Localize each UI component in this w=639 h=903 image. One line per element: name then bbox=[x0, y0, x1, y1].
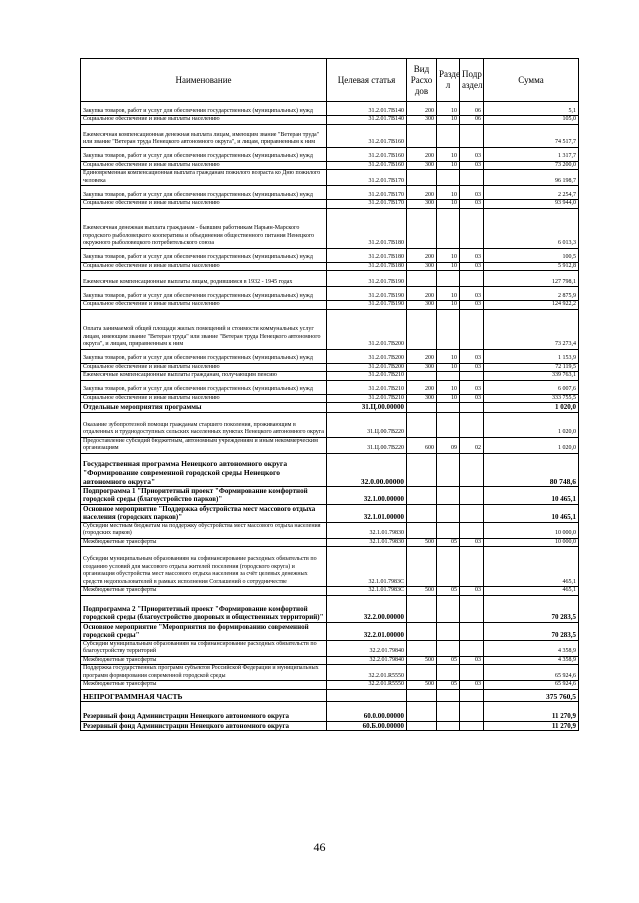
row-razdel: 10 bbox=[437, 262, 460, 271]
row-podrazdel bbox=[460, 547, 484, 587]
row-razdel bbox=[437, 504, 460, 522]
row-name: Закупка товаров, работ и услуг для обеспечения государственных (муниципальных) нужд bbox=[81, 147, 327, 161]
row-vid bbox=[407, 372, 437, 381]
row-sum: 80 748,6 bbox=[484, 453, 579, 486]
row-target-code: 31.2.01.7В190 bbox=[327, 271, 407, 287]
row-vid bbox=[407, 504, 437, 522]
row-vid: 500 bbox=[407, 587, 437, 596]
row-vid bbox=[407, 170, 437, 186]
row-vid: 200 bbox=[407, 186, 437, 200]
row-name: Резервный фонд Администрации Ненецкого автономного округа bbox=[81, 701, 327, 721]
row-vid bbox=[407, 486, 437, 504]
row-razdel bbox=[437, 622, 460, 640]
row-name: Оплата занимаемой общей площади жилых помещений и стоимости коммунальных услуг лицам, имеющим звание "Ветеран труда" или звание "Ветеран труда Ненецкого автономного округа", и лицам, приравненным к ним bbox=[81, 309, 327, 349]
row-vid: 500 bbox=[407, 538, 437, 547]
table-row bbox=[81, 309, 579, 349]
row-target-code: 32.2.01.R5550 bbox=[327, 681, 407, 690]
row-target-code: 31.2.01.7В180 bbox=[327, 208, 407, 248]
row-razdel bbox=[437, 595, 460, 622]
table-row bbox=[81, 394, 579, 403]
row-target-code: 31.2.01.7В170 bbox=[327, 186, 407, 200]
row-podrazdel: 03 bbox=[460, 161, 484, 170]
row-razdel: 10 bbox=[437, 200, 460, 209]
row-sum: 11 270,9 bbox=[484, 721, 579, 731]
row-podrazdel bbox=[460, 271, 484, 287]
table-row bbox=[81, 301, 579, 310]
row-podrazdel: 06 bbox=[460, 102, 484, 116]
row-vid: 200 bbox=[407, 287, 437, 301]
row-razdel: 10 bbox=[437, 287, 460, 301]
table-row bbox=[81, 622, 579, 640]
table-row bbox=[81, 161, 579, 170]
row-sum: 124 922,2 bbox=[484, 301, 579, 310]
row-target-code: 32.2.00.00000 bbox=[327, 595, 407, 622]
row-podrazdel bbox=[460, 412, 484, 437]
row-target-code: 31.2.01.7В180 bbox=[327, 248, 407, 262]
table-header-row bbox=[81, 59, 579, 102]
row-podrazdel bbox=[460, 689, 484, 701]
row-sum: 70 283,5 bbox=[484, 595, 579, 622]
row-target-code: 32.1.01.00000 bbox=[327, 504, 407, 522]
row-podrazdel bbox=[460, 372, 484, 381]
page-number: 46 bbox=[313, 840, 326, 854]
row-target-code: 32.2.01.00000 bbox=[327, 622, 407, 640]
row-podrazdel: 03 bbox=[460, 301, 484, 310]
row-name: Отдельные мероприятия программы bbox=[81, 403, 327, 413]
row-name: Социальное обеспечение и иные выплаты населению bbox=[81, 262, 327, 271]
row-sum: 1 020,0 bbox=[484, 437, 579, 453]
table-row bbox=[81, 147, 579, 161]
row-vid bbox=[407, 622, 437, 640]
row-sum: 74 517,7 bbox=[484, 124, 579, 147]
row-vid bbox=[407, 689, 437, 701]
row-razdel: 10 bbox=[437, 380, 460, 394]
row-sum: 10 000,0 bbox=[484, 538, 579, 547]
budget-table-page bbox=[80, 58, 578, 731]
row-vid bbox=[407, 547, 437, 587]
row-name: Основное мероприятие "Мероприятия по формированию современной городской среды" bbox=[81, 622, 327, 640]
row-podrazdel bbox=[460, 403, 484, 413]
row-razdel bbox=[437, 486, 460, 504]
table-row bbox=[81, 681, 579, 690]
row-razdel: 05 bbox=[437, 656, 460, 665]
row-target-code: 60.Б.00.00000 bbox=[327, 721, 407, 731]
row-vid bbox=[407, 208, 437, 248]
row-target-code: 32.2.01.79840 bbox=[327, 640, 407, 656]
row-name: Закупка товаров, работ и услуг для обеспечения государственных (муниципальных) нужд bbox=[81, 248, 327, 262]
row-name: Социальное обеспечение и иные выплаты населению bbox=[81, 394, 327, 403]
row-razdel bbox=[437, 640, 460, 656]
row-sum: 10 465,1 bbox=[484, 486, 579, 504]
col-header-name: Наименование bbox=[81, 59, 327, 102]
table-row bbox=[81, 453, 579, 486]
row-sum: 73 273,4 bbox=[484, 309, 579, 349]
row-podrazdel: 03 bbox=[460, 380, 484, 394]
row-sum: 465,1 bbox=[484, 587, 579, 596]
row-name: Ежемесячные компенсационные выплаты гражданам, получающим пенсию bbox=[81, 372, 327, 381]
row-vid bbox=[407, 721, 437, 731]
row-target-code: 31.2.01.7В210 bbox=[327, 372, 407, 381]
row-vid: 300 bbox=[407, 116, 437, 125]
row-target-code bbox=[327, 689, 407, 701]
row-sum: 1 317,7 bbox=[484, 147, 579, 161]
row-sum: 65 924,6 bbox=[484, 665, 579, 681]
row-name: Социальное обеспечение и иные выплаты населению bbox=[81, 116, 327, 125]
table-row bbox=[81, 547, 579, 587]
row-vid bbox=[407, 403, 437, 413]
row-sum: 339 763,1 bbox=[484, 372, 579, 381]
row-podrazdel bbox=[460, 622, 484, 640]
row-razdel bbox=[437, 208, 460, 248]
table-row bbox=[81, 522, 579, 538]
row-podrazdel bbox=[460, 486, 484, 504]
row-podrazdel: 03 bbox=[460, 394, 484, 403]
row-sum: 333 755,5 bbox=[484, 394, 579, 403]
row-vid: 200 bbox=[407, 102, 437, 116]
row-razdel bbox=[437, 689, 460, 701]
row-target-code: 31.2.01.7В190 bbox=[327, 301, 407, 310]
row-target-code: 32.2.01.R5550 bbox=[327, 665, 407, 681]
row-target-code: 31.2.01.7В210 bbox=[327, 394, 407, 403]
row-razdel: 10 bbox=[437, 102, 460, 116]
row-podrazdel: 03 bbox=[460, 248, 484, 262]
row-sum: 1 020,0 bbox=[484, 403, 579, 413]
row-name: Государственная программа Ненецкого автономного округа "Формирование современной городской среды Ненецкого автономного округа" bbox=[81, 453, 327, 486]
table-row bbox=[81, 380, 579, 394]
row-target-code: 31.Ц.00.00000 bbox=[327, 403, 407, 413]
row-name: Социальное обеспечение и иные выплаты населению bbox=[81, 363, 327, 372]
table-body bbox=[81, 102, 579, 731]
table-row bbox=[81, 208, 579, 248]
row-razdel: 10 bbox=[437, 147, 460, 161]
row-sum: 73 200,0 bbox=[484, 161, 579, 170]
row-target-code: 31.2.01.7В160 bbox=[327, 147, 407, 161]
col-header-vid: Вид Расхо дов bbox=[407, 59, 437, 102]
row-sum: 4 358,9 bbox=[484, 640, 579, 656]
row-razdel: 10 bbox=[437, 349, 460, 363]
row-sum: 2 875,9 bbox=[484, 287, 579, 301]
row-podrazdel: 03 bbox=[460, 681, 484, 690]
table-row bbox=[81, 587, 579, 596]
row-vid: 300 bbox=[407, 262, 437, 271]
row-podrazdel: 03 bbox=[460, 363, 484, 372]
table-row bbox=[81, 248, 579, 262]
row-name: Закупка товаров, работ и услуг для обеспечения государственных (муниципальных) нужд bbox=[81, 349, 327, 363]
row-sum: 72 119,5 bbox=[484, 363, 579, 372]
row-sum: 10 000,0 bbox=[484, 522, 579, 538]
row-name: Ежемесячная денежная выплата гражданам - бывшим работникам Нарьян-Марского городского рыболовецкого кооператива и объединения общественного питания Ненецкого окружного рыболовецкого потребительского союза bbox=[81, 208, 327, 248]
row-target-code: 31.2.01.7В140 bbox=[327, 102, 407, 116]
row-vid bbox=[407, 640, 437, 656]
row-sum: 6 013,3 bbox=[484, 208, 579, 248]
row-podrazdel: 03 bbox=[460, 656, 484, 665]
row-razdel: 05 bbox=[437, 538, 460, 547]
row-target-code: 32.1.00.00000 bbox=[327, 486, 407, 504]
row-podrazdel bbox=[460, 124, 484, 147]
row-vid: 200 bbox=[407, 380, 437, 394]
table-row bbox=[81, 200, 579, 209]
row-name: Предоставление субсидий бюджетным, автономным учреждениям и иным некоммерческим организациям bbox=[81, 437, 327, 453]
row-name: Закупка товаров, работ и услуг для обеспечения государственных (муниципальных) нужд bbox=[81, 287, 327, 301]
row-podrazdel bbox=[460, 522, 484, 538]
row-sum: 4 358,9 bbox=[484, 656, 579, 665]
row-name: Резервный фонд Администрации Ненецкого автономного округа bbox=[81, 721, 327, 731]
row-razdel: 05 bbox=[437, 681, 460, 690]
row-vid: 200 bbox=[407, 147, 437, 161]
row-podrazdel: 03 bbox=[460, 287, 484, 301]
row-podrazdel: 03 bbox=[460, 200, 484, 209]
row-sum: 70 283,5 bbox=[484, 622, 579, 640]
col-header-summa: Сумма bbox=[484, 59, 579, 102]
row-razdel: 10 bbox=[437, 363, 460, 372]
row-podrazdel bbox=[460, 640, 484, 656]
row-vid: 500 bbox=[407, 681, 437, 690]
row-vid: 300 bbox=[407, 394, 437, 403]
row-podrazdel: 03 bbox=[460, 587, 484, 596]
row-podrazdel: 02 bbox=[460, 437, 484, 453]
row-podrazdel: 03 bbox=[460, 538, 484, 547]
row-sum: 11 270,9 bbox=[484, 701, 579, 721]
row-razdel bbox=[437, 124, 460, 147]
row-podrazdel bbox=[460, 208, 484, 248]
row-razdel: 10 bbox=[437, 394, 460, 403]
row-name: Субсидии муниципальным образованиям на софинансирование расходных обязательств по созданию условий для массового отдыха жителей поселения (городского округа) и организация обустройства мест массового отдыха населения за счёт целевых денежных средств недопользователей в рамках исполнения Соглашений о сотрудничестве bbox=[81, 547, 327, 587]
row-vid: 200 bbox=[407, 248, 437, 262]
row-vid: 300 bbox=[407, 161, 437, 170]
row-sum: 1 153,9 bbox=[484, 349, 579, 363]
row-vid bbox=[407, 701, 437, 721]
row-name: Субсидии муниципальным образованиям на софинансирование расходных обязательств по благоустройству территорий bbox=[81, 640, 327, 656]
row-sum: 93 944,0 bbox=[484, 200, 579, 209]
row-name: Подпрограмма 2 "Приоритетный проект "Формирование комфортной городской среды (благоустройство дворовых и общественных территорий)" bbox=[81, 595, 327, 622]
row-name: Социальное обеспечение и иные выплаты населению bbox=[81, 301, 327, 310]
row-target-code: 31.Ц.00.7В220 bbox=[327, 412, 407, 437]
table-row bbox=[81, 116, 579, 125]
row-name: Межбюджетные трансферты bbox=[81, 538, 327, 547]
row-target-code: 31.2.01.7В160 bbox=[327, 124, 407, 147]
row-target-code: 32.1.01.79830 bbox=[327, 538, 407, 547]
row-vid bbox=[407, 271, 437, 287]
table-row bbox=[81, 170, 579, 186]
table-row bbox=[81, 271, 579, 287]
row-target-code: 31.2.01.7В170 bbox=[327, 170, 407, 186]
table-row bbox=[81, 124, 579, 147]
row-razdel bbox=[437, 701, 460, 721]
row-podrazdel: 06 bbox=[460, 116, 484, 125]
row-name: Социальное обеспечение и иные выплаты населению bbox=[81, 200, 327, 209]
row-name: Закупка товаров, работ и услуг для обеспечения государственных (муниципальных) нужд bbox=[81, 102, 327, 116]
row-name: Межбюджетные трансферты bbox=[81, 656, 327, 665]
table-row bbox=[81, 287, 579, 301]
row-podrazdel bbox=[460, 595, 484, 622]
row-target-code: 31.2.01.7В200 bbox=[327, 363, 407, 372]
row-podrazdel: 03 bbox=[460, 147, 484, 161]
row-razdel bbox=[437, 522, 460, 538]
row-razdel: 10 bbox=[437, 116, 460, 125]
row-target-code: 31.2.01.7В140 bbox=[327, 116, 407, 125]
row-target-code: 31.2.01.7В210 bbox=[327, 380, 407, 394]
row-razdel bbox=[437, 372, 460, 381]
row-vid: 200 bbox=[407, 349, 437, 363]
row-target-code: 32.1.01.79830 bbox=[327, 522, 407, 538]
table-row bbox=[81, 701, 579, 721]
row-target-code: 31.Ц.00.7В220 bbox=[327, 437, 407, 453]
row-target-code: 31.2.01.7В200 bbox=[327, 349, 407, 363]
row-name: Ежемесячная компенсационная денежная выплата лицам, имеющим звание "Ветеран труда" или звание "Ветеран труда Ненецкого автономного округа", и лицам, приравненным к ним bbox=[81, 124, 327, 147]
row-podrazdel bbox=[460, 309, 484, 349]
row-vid bbox=[407, 412, 437, 437]
row-podrazdel: 03 bbox=[460, 186, 484, 200]
row-sum: 5,1 bbox=[484, 102, 579, 116]
row-vid bbox=[407, 522, 437, 538]
row-sum: 2 254,7 bbox=[484, 186, 579, 200]
table-row bbox=[81, 412, 579, 437]
row-vid: 300 bbox=[407, 200, 437, 209]
row-podrazdel: 03 bbox=[460, 262, 484, 271]
row-razdel bbox=[437, 665, 460, 681]
row-podrazdel bbox=[460, 453, 484, 486]
row-podrazdel bbox=[460, 701, 484, 721]
col-header-razdel: Разде л bbox=[437, 59, 460, 102]
row-name: Основное мероприятие "Поддержка обустройства мест массового отдыха населения (городских парков)" bbox=[81, 504, 327, 522]
row-vid: 500 bbox=[407, 656, 437, 665]
row-sum: 465,1 bbox=[484, 547, 579, 587]
row-target-code: 31.2.01.7В180 bbox=[327, 262, 407, 271]
row-name: Социальное обеспечение и иные выплаты населению bbox=[81, 161, 327, 170]
row-razdel bbox=[437, 170, 460, 186]
row-razdel: 10 bbox=[437, 301, 460, 310]
row-name: Субсидии местным бюджетам на поддержку обустройства мест массового отдыха населения (городских парков) bbox=[81, 522, 327, 538]
row-razdel bbox=[437, 412, 460, 437]
row-vid: 300 bbox=[407, 363, 437, 372]
row-name: Межбюджетные трансферты bbox=[81, 587, 327, 596]
row-razdel bbox=[437, 453, 460, 486]
row-name: Закупка товаров, работ и услуг для обеспечения государственных (муниципальных) нужд bbox=[81, 186, 327, 200]
row-razdel: 10 bbox=[437, 161, 460, 170]
table-row bbox=[81, 595, 579, 622]
table-row bbox=[81, 721, 579, 731]
row-podrazdel bbox=[460, 665, 484, 681]
table-row bbox=[81, 437, 579, 453]
row-name: Единовременная компенсационная выплата гражданам пожилого возраста ко Дню пожилого человека bbox=[81, 170, 327, 186]
row-name: Подпрограмма 1 "Приоритетный проект "Формирование комфортной городской среды (благоустройство парков)" bbox=[81, 486, 327, 504]
table-row bbox=[81, 640, 579, 656]
row-podrazdel bbox=[460, 170, 484, 186]
row-name: Оказание зубопротезной помощи гражданам старшего поколения, проживающим в отдаленных и труднодоступных сельских населенных пунктах Ненецкого автономного округа bbox=[81, 412, 327, 437]
table-row bbox=[81, 665, 579, 681]
row-vid: 600 bbox=[407, 437, 437, 453]
row-sum: 127 798,1 bbox=[484, 271, 579, 287]
table-row bbox=[81, 538, 579, 547]
row-razdel bbox=[437, 271, 460, 287]
row-target-code: 31.2.01.7В190 bbox=[327, 287, 407, 301]
row-sum: 100,5 bbox=[484, 248, 579, 262]
row-podrazdel bbox=[460, 504, 484, 522]
row-sum: 6 007,6 bbox=[484, 380, 579, 394]
row-sum: 105,0 bbox=[484, 116, 579, 125]
table-row bbox=[81, 102, 579, 116]
row-name: Ежемесячные компенсационные выплаты лицам, родившимся в 1932 - 1945 годах bbox=[81, 271, 327, 287]
row-vid bbox=[407, 309, 437, 349]
table-row bbox=[81, 486, 579, 504]
col-header-podrazdel: Подр аздел bbox=[460, 59, 484, 102]
table-row bbox=[81, 656, 579, 665]
row-vid bbox=[407, 595, 437, 622]
row-podrazdel bbox=[460, 721, 484, 731]
row-podrazdel: 03 bbox=[460, 349, 484, 363]
table-row bbox=[81, 689, 579, 701]
row-target-code: 32.1.01.7983С bbox=[327, 547, 407, 587]
row-name: Поддержка государственных программ субъектов Российской Федерации и муниципальных программ формирования современной городской среды bbox=[81, 665, 327, 681]
row-name: НЕПРОГРАММНАЯ ЧАСТЬ bbox=[81, 689, 327, 701]
row-sum: 96 198,7 bbox=[484, 170, 579, 186]
row-razdel bbox=[437, 547, 460, 587]
row-target-code: 31.2.01.7В160 bbox=[327, 161, 407, 170]
table-row bbox=[81, 403, 579, 413]
row-vid bbox=[407, 124, 437, 147]
row-sum: 5 912,8 bbox=[484, 262, 579, 271]
row-vid bbox=[407, 453, 437, 486]
row-razdel: 09 bbox=[437, 437, 460, 453]
row-target-code: 32.0.00.00000 bbox=[327, 453, 407, 486]
row-razdel: 10 bbox=[437, 248, 460, 262]
table-row bbox=[81, 186, 579, 200]
table-row bbox=[81, 504, 579, 522]
row-vid: 300 bbox=[407, 301, 437, 310]
col-header-target: Целевая статья bbox=[327, 59, 407, 102]
row-name: Закупка товаров, работ и услуг для обеспечения государственных (муниципальных) нужд bbox=[81, 380, 327, 394]
row-target-code: 32.1.01.7983С bbox=[327, 587, 407, 596]
row-target-code: 32.2.01.79840 bbox=[327, 656, 407, 665]
row-target-code: 31.2.01.7В200 bbox=[327, 309, 407, 349]
row-razdel bbox=[437, 721, 460, 731]
row-sum: 1 020,0 bbox=[484, 412, 579, 437]
row-razdel: 05 bbox=[437, 587, 460, 596]
row-razdel: 10 bbox=[437, 186, 460, 200]
row-target-code: 60.0.00.00000 bbox=[327, 701, 407, 721]
row-name: Межбюджетные трансферты bbox=[81, 681, 327, 690]
budget-table bbox=[80, 58, 579, 731]
row-sum: 65 924,6 bbox=[484, 681, 579, 690]
table-row bbox=[81, 349, 579, 363]
row-sum: 10 465,1 bbox=[484, 504, 579, 522]
table-row bbox=[81, 262, 579, 271]
table-row bbox=[81, 363, 579, 372]
row-razdel bbox=[437, 309, 460, 349]
row-target-code: 31.2.01.7В170 bbox=[327, 200, 407, 209]
row-razdel bbox=[437, 403, 460, 413]
table-row bbox=[81, 372, 579, 381]
row-sum: 375 760,5 bbox=[484, 689, 579, 701]
row-vid bbox=[407, 665, 437, 681]
